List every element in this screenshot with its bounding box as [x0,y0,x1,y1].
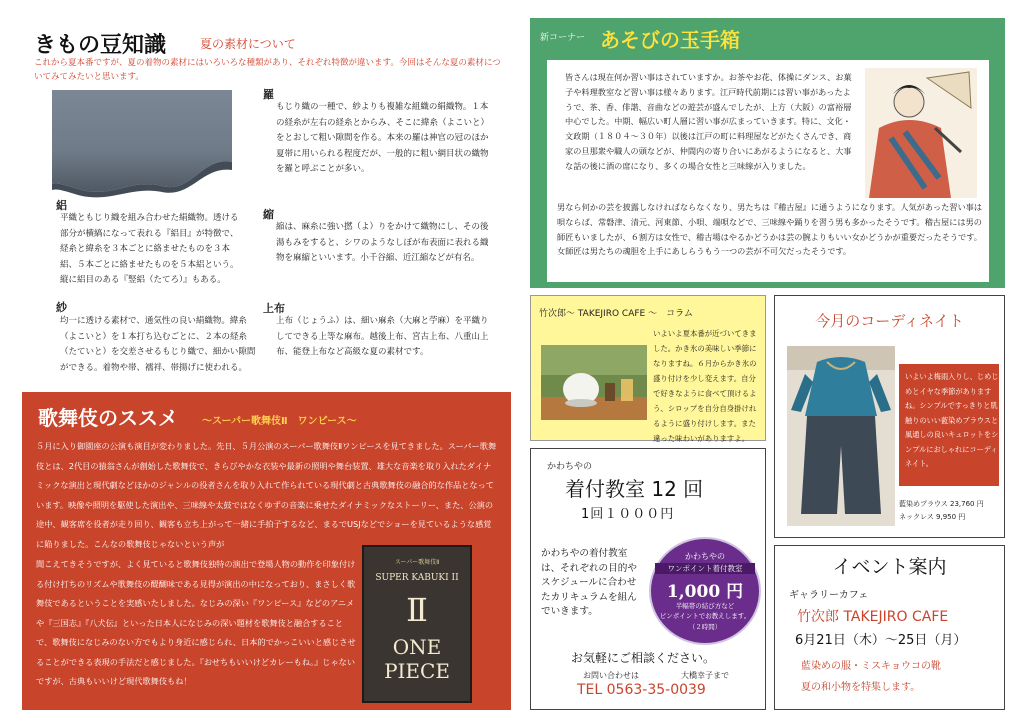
kabuki-title: 歌舞伎のススメ [38,406,178,430]
badge-top: かわちやの [685,552,725,561]
kabuki-text-1: ５月に入り御園座の公演も演目が変わりました。先日、５月公演のスーパー歌舞伎Ⅱワンピースを見てきました。スーパー歌舞伎とは、2代目の猿翁さんが創始した歌舞伎で、きらびやかな衣装や最新の照明や舞台装置、雄大な音楽を取り入れたダイナミックな演出と現代劇などほかのジャンルの役者さんを取り入れて作られている現代劇と古典歌舞伎の融合的な作品となっています。映像や照明を駆使した演出や、三味線や太鼓ではなくゆずの音楽に乗せたダイナミックなストーリー、また、公演の途中、観客席を役者が走り回り、観客も立ち上がって一緒に手拍子するなど、まるでUSJなどでショーを見ているような感覚に陥りました。こんなの歌舞伎じゃないという声が [36,441,497,549]
badge-sub: ワンポイント着付教室 [655,563,755,574]
kitsuke-title: 着付教室 12 回 [565,477,704,501]
asobi-text-1: 皆さんは現在何か習い事はされていますか。お茶やお花、体操にダンス、お菓子や料理教室など習い事は様々あります。江戸時代前期には習い事があったようで、茶、香、俳諧、音曲などの遊芸が盛んでしたが、上方（大阪）の富裕層中心でした。中期、幅広い町人層に習い事が広まっていきます。特に、文化・文政期（１８０４～３０年）以後は江戸の町に料理屋などがたくさんでき、商家の旦那衆や職人の頭などが、仲間内の寄り合いにあがるようになると、大事な話の後に酒の席になり、多くの場合女性と三味線が入りました。 [565,72,852,171]
kitsuke-text: かわちやの着付教室は、それぞれの目的やスケジュールに合わせたカリキュラムを組んでいきます。 [541,548,637,617]
fabric-photo [52,90,232,198]
fabric-ro-desc: 平織ともじり織を組み合わせた絹織物。透ける部分が横縞になって表れる『絽目』が特徴で、経糸と緯糸を３本ごとに絡ませたものを３本絽、５本ごとに絡ませたものを５本絽という。縦に絽目のある『竪絽（たてろ）』もある。 [60,213,239,285]
cover-roman-two: Ⅱ [406,591,428,629]
cover-logo: SUPER KABUKI II [375,573,459,583]
cover-small-text: スーパー歌舞伎Ⅱ [394,559,440,566]
kitsuke-person: 大橋幸子まで [681,671,729,680]
fabric-ro-name: 絽 [56,199,67,212]
fabric-chijimi-desc: 縮は、麻糸に強い撚（よ）りをかけて織物にし、その後湯もみをすると、シワのようなしぼが布表面に表れる織物を麻縮といいます。小千谷縮、近江縮などが有名。 [276,222,489,263]
coordinate-photo [787,346,895,526]
badge-time: （２時間） [688,623,722,631]
price-blouse: 藍染めブラウス 23,760 円 [899,500,984,508]
kimono-subtitle: 夏の素材について [200,37,296,51]
takejiro-title: 竹次郎～ TAKEJIRO CAFE ～ コラム [539,309,693,319]
kitsuke-contact: お問い合わせは [583,671,639,680]
coordinate-section [774,295,1005,538]
kakigori-photo [541,345,647,420]
cover-title: ONE PIECE [384,635,450,683]
fabric-ra-desc: もじり織の一種で、紗よりも複雑な組織の絹織物。１本の経糸が左右の経糸とからみ、そこに緯糸（よこいと）をとおして粗い隙間を作る。本来の羅は神官の冠のほか夏帯に用いられる程度だが、一般的に粗い網目状の織物を羅と呼ぶことが多い。 [276,102,490,174]
coordinate-prices [899,498,1003,524]
badge-note-1: 半幅帯の結び方など [675,602,735,610]
fabric-jofu-name: 上布 [263,302,285,315]
coordinate-description-box [899,364,999,486]
kimono-intro: これから夏本番ですが、夏の着物の素材にはいろいろな種類があり、それぞれ特徴が違います。今回はそんな夏の素材についてみてみたいと思います。 [34,58,501,82]
event-title: イベント案内 [832,556,947,578]
event-note-2: 夏の和小物を特集します。 [801,682,921,693]
takejiro-column [530,295,766,441]
asobi-section [530,18,1005,288]
badge-note-2: ピンポイントでお教えします。 [659,612,751,620]
kabuki-section [22,392,511,710]
kitsuke-tel: TEL 0563-35-0039 [577,682,706,698]
coordinate-text: いよいよ梅雨入りし、じめじめとイヤな季節がありますね。シンプルですっきりと肌触りのいい藍染めブラウスと風通しの良いキュロットをシンプルにおしゃれにコーディネイト。 [905,372,999,468]
kitsuke-price: 1回１０００円 [581,507,675,522]
event-section [774,545,1005,710]
price-necklace: ネックレス 9,950 円 [899,513,966,521]
kitsuke-section [530,448,766,710]
fabric-jofu-desc: 上布（じょうふ）は、細い麻糸（大麻と苧麻）を平織りしてできる上等な麻布。越後上布、宮古上布、八重山上布、能登上布など高級な夏の素材です。 [276,316,489,357]
badge-price: 1,000 円 [666,582,744,602]
coordinate-title: 今月のコーディネイト [815,312,964,330]
kabuki-subtitle: ～スーパー歌舞伎Ⅱ ワンピース～ [202,416,357,427]
one-piece-cover [362,545,472,703]
kitsuke-kicker: かわちやの [547,462,593,472]
kabuki-text-2: 聞こえてきそうですが、よく見ていると歌舞伎独特の演出で登場人物の動作を印象付ける付け打ちのリズムや歌舞伎の醍醐味である見得が演出の中になっており、まさしく歌舞伎であるということを実感いたしました。なじみの深い『ワンピース』などのアニメや『三国志』『八犬伝』といった日本人になじみの深い題材を歌舞伎と融合することで、歌舞伎になじみのない方でもより身近に感じられ、日本的でかっこいいと感じさせることができる表現の手法だと感じました。『おせちもいいけどカレーもね。』じゃないですが、古典もいいけど現代歌舞伎もね！ [36,559,356,686]
fabric-sha-name: 紗 [56,301,67,314]
fabric-ra-name: 羅 [263,88,274,101]
ukiyoe-illustration [865,68,977,198]
fabric-sha-desc: 均一に透ける素材で、通気性の良い絹織物。緯糸（よこいと）を１本打ち込むごとに、２本の経糸（たていと）を交差させるもじり織で、細かい隙間ができる。着物や帯、襦袢、帯揚げに使われる。 [60,316,256,373]
asobi-panel [547,60,989,282]
event-note [801,656,941,698]
event-note-1: 藍染めの服・ミスキョウコの靴 [801,661,941,672]
event-date: 6月21日（木）～25日（月） [795,633,967,648]
asobi-kicker: 新コーナー [540,33,586,43]
event-venue: 竹次郎 TAKEJIRO CAFE [797,609,949,625]
asobi-title: あそびの玉手箱 [600,28,740,52]
kimono-title: きもの豆知識 [34,33,167,58]
one-point-badge [649,537,761,645]
takejiro-text: いよいよ夏本番が近づいてきました。かき氷の美味しい季節になりますね。６月からかき氷の盛り付けを少し変えます。自分で好きなように食べて頂けるよう、シロップを自分自身掛けれるように盛り付けします。また違った味わいがありますよ。 [653,329,757,443]
kitsuke-cta: お気軽にご相談ください。 [571,651,716,665]
fabric-chijimi-name: 縮 [263,208,274,221]
event-kicker: ギャラリーカフェ [789,590,869,601]
asobi-text-2: 男なら何かの芸を披露しなければならなくなり、男たちは『稽古屋』に通うようになります。人気があった習い事は唄ならば、常磐津、清元、河東節、小唄、端唄などで、三味線や踊りを習う男も多かったそうです。稽古屋には男の師匠もいましたが、６割方は女性で、稽古場はやるかどうかは芸の腕よりもいい女かどうかが重要だったそうです。女師匠は男たちの魂胆を上手にあしらうもう一つの芸が不可欠だったそうです。 [557,202,983,257]
